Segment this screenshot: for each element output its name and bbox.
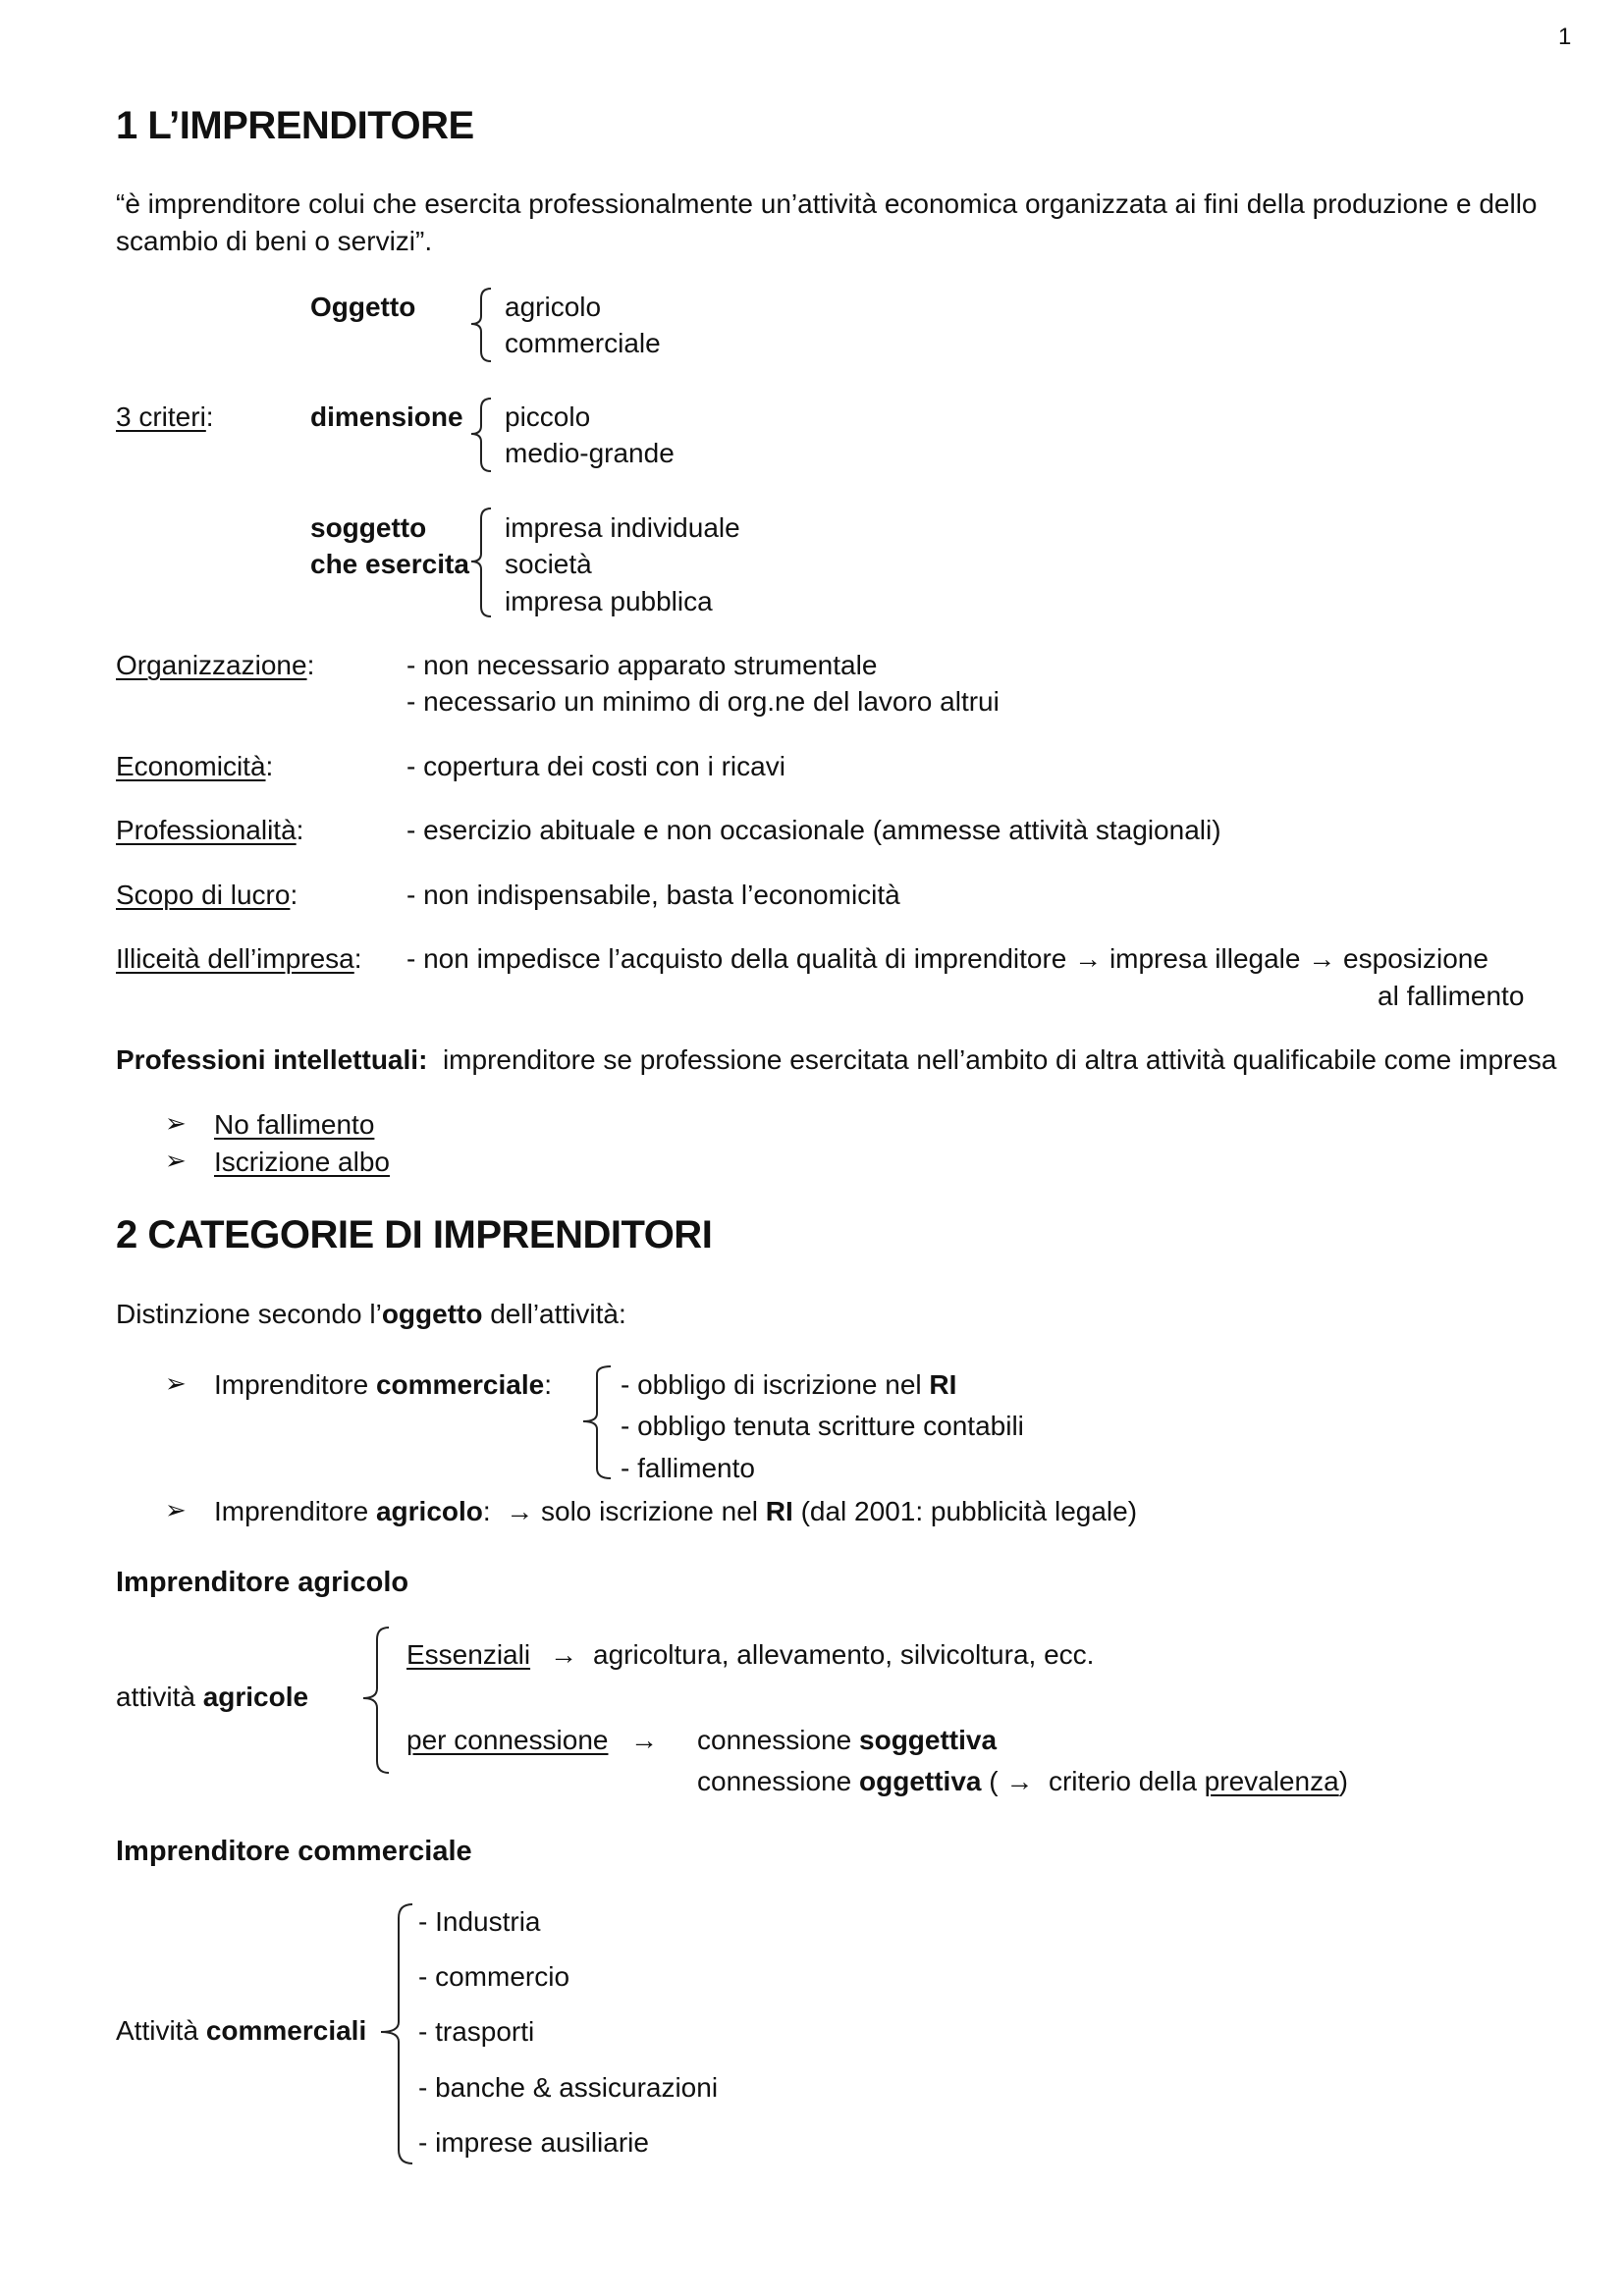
scopo-lucro-label: Scopo di lucro: — [116, 880, 298, 910]
organizzazione-label: Organizzazione: — [116, 650, 315, 680]
criterion-soggetto-label-2: che esercita — [310, 549, 469, 579]
bullet-arrow-icon: ➢ — [165, 1368, 187, 1398]
brace-attivita-commerciali — [377, 1902, 416, 2167]
essenziali-label: Essenziali — [406, 1639, 531, 1670]
oggetto-item: agricolo — [505, 292, 602, 322]
professioni-line: Professioni intellettuali: imprenditore se professione esercitata nell’ambito di altra attività qualificabile come impresa — [116, 1044, 1557, 1075]
organizzazione-item: - non necessario apparato strumentale — [406, 650, 878, 680]
professioni-bullet: Iscrizione albo — [214, 1147, 390, 1177]
commerciale-item: - fallimento — [621, 1453, 755, 1483]
oggetto-item: commerciale — [505, 328, 661, 358]
sub-agricolo-title: Imprenditore agricolo — [116, 1567, 409, 1598]
brace-attivita-agricole — [359, 1626, 393, 1775]
illiceita-label: Illiceità dell’impresa: — [116, 943, 362, 974]
attivita-commerciali-item: - commercio — [418, 1961, 570, 1992]
commerciale-label: Imprenditore commerciale: — [214, 1369, 552, 1400]
illiceita-text-cont: al fallimento — [1378, 981, 1525, 1011]
arrow-right-icon: → — [506, 1496, 534, 1526]
connessione-label: per connessione — [406, 1725, 609, 1755]
page-number: 1 — [1558, 24, 1572, 50]
attivita-commerciali-item: - imprese ausiliarie — [418, 2127, 649, 2158]
soggetto-item: impresa individuale — [505, 512, 740, 543]
section-2-intro: Distinzione secondo l’oggetto dell’attività: — [116, 1299, 626, 1329]
professioni-bullet: No fallimento — [214, 1109, 375, 1140]
brace-dimensione — [469, 397, 493, 473]
criterion-oggetto-label: Oggetto — [310, 292, 416, 322]
arrow-right-icon: → — [1074, 943, 1103, 974]
economicita-text: - copertura dei costi con i ricavi — [406, 751, 785, 781]
definition-line-1: “è imprenditore colui che esercita professionalmente un’attività economica organizzata ai fini della produzione e dello — [116, 188, 1538, 219]
economicita-label: Economicità: — [116, 751, 274, 781]
commerciale-item: - obbligo di iscrizione nel RI — [621, 1369, 957, 1400]
essenziali-text: agricoltura, allevamento, silvicoltura, ecc. — [593, 1639, 1095, 1670]
arrow-right-icon: → — [1005, 1766, 1034, 1796]
brace-commerciale — [581, 1364, 615, 1480]
illiceita-text: - non impedisce l’acquisto della qualità di imprenditore → impresa illegale → esposizione — [406, 943, 1488, 974]
section-1-title: 1 L’IMPRENDITORE — [116, 104, 474, 147]
definition-line-2: scambio di beni o servizi”. — [116, 226, 433, 256]
professionalita-label: Professionalità: — [116, 815, 304, 845]
organizzazione-item: - necessario un minimo di org.ne del lavoro altrui — [406, 686, 1000, 717]
attivita-commerciali-label: Attività commerciali — [116, 2015, 367, 2046]
attivita-commerciali-item: - banche & assicurazioni — [418, 2072, 719, 2103]
brace-oggetto — [469, 287, 493, 363]
scopo-lucro-text: - non indispensabile, basta l’economicità — [406, 880, 900, 910]
brace-soggetto — [469, 507, 493, 618]
soggetto-item: società — [505, 549, 592, 579]
connessione-soggettiva: connessione soggettiva — [697, 1725, 998, 1755]
connessione-oggettiva: connessione oggettiva ( → criterio della prevalenza) — [697, 1766, 1348, 1796]
bullet-arrow-icon: ➢ — [165, 1495, 187, 1524]
arrow-right-icon: → — [550, 1639, 577, 1670]
criteria-label: 3 criteri: — [116, 401, 214, 432]
arrow-right-icon: → — [1308, 943, 1336, 974]
criterion-soggetto-label-1: soggetto — [310, 512, 427, 543]
professionalita-text: - esercizio abituale e non occasionale (ammesse attività stagionali) — [406, 815, 1221, 845]
attivita-commerciali-item: - Industria — [418, 1906, 541, 1937]
attivita-agricole-label: attività agricole — [116, 1682, 309, 1712]
commerciale-item: - obbligo tenuta scritture contabili — [621, 1411, 1024, 1441]
section-2-title: 2 CATEGORIE DI IMPRENDITORI — [116, 1213, 713, 1256]
soggetto-item: impresa pubblica — [505, 586, 713, 616]
sub-commerciale-title: Imprenditore commerciale — [116, 1836, 472, 1867]
dimensione-item: piccolo — [505, 401, 591, 432]
dimensione-item: medio-grande — [505, 438, 675, 468]
attivita-commerciali-item: - trasporti — [418, 2016, 535, 2047]
bullet-arrow-icon: ➢ — [165, 1108, 187, 1138]
agricolo-line: Imprenditore agricolo: → solo iscrizione nel RI (dal 2001: pubblicità legale) — [214, 1496, 1138, 1526]
arrow-right-icon: → — [630, 1725, 658, 1755]
bullet-arrow-icon: ➢ — [165, 1146, 187, 1175]
criterion-dimensione-label: dimensione — [310, 401, 463, 432]
